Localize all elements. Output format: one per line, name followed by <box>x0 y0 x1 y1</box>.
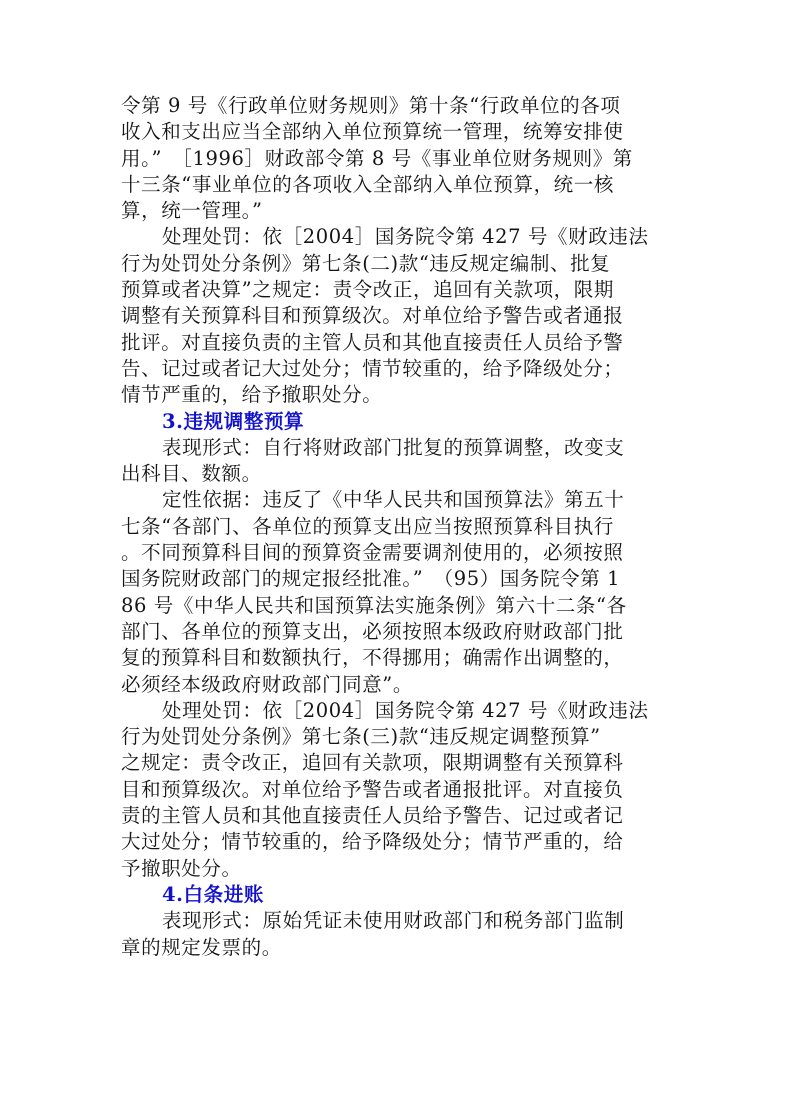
text-line: 定性依据：违反了《中华人民共和国预算法》第五十 <box>162 488 625 512</box>
text-line: 处理处罚：依［2004］国务院令第 427 号《财政违法 <box>162 698 649 722</box>
text-line: 之规定：责令改正，追回有关款项，限期调整有关预算科 <box>121 751 624 775</box>
text-line: 处理处罚：依［2004］国务院令第 427 号《财政违法 <box>162 225 649 249</box>
text-line: 86 号《中华人民共和国预算法实施条例》第六十二条“各 <box>121 593 627 617</box>
text-line: 责的主管人员和其他直接责任人员给予警告、记过或者记 <box>121 804 624 828</box>
section-heading: 3.违规调整预算 <box>162 409 305 433</box>
text-line: 告、记过或者记大过处分；情节较重的，给予降级处分； <box>121 356 624 380</box>
text-line: 予撤职处分。 <box>121 856 242 880</box>
text-line: 国务院财政部门的规定报经批准。” （95）国务院令第 1 <box>121 567 621 591</box>
text-line: 出科目、数额。 <box>121 462 262 486</box>
text-line: 预算或者决算”之规定：责令改正，追回有关款项，限期 <box>121 278 614 302</box>
text-line: 用。” ［1996］财政部令第 8 号《事业单位财务规则》第 <box>121 146 633 170</box>
text-line: 七条“各部门、各单位的预算支出应当按照预算科目执行 <box>121 514 614 538</box>
text-line: 表现形式：原始凭证未使用财政部门和税务部门监制 <box>162 909 625 933</box>
document-body <box>121 93 666 961</box>
text-line: 调整有关预算科目和预算级次。对单位给予警告或者通报 <box>121 304 624 328</box>
text-line: 必须经本级政府财政部门同意”。 <box>121 672 413 696</box>
text-line: 大过处分；情节较重的，给予降级处分；情节严重的，给 <box>121 830 624 854</box>
text-line: 行为处罚处分条例》第七条(三)款“违反规定调整预算” <box>121 725 601 749</box>
text-line: 目和预算级次。对单位给予警告或者通报批评。对直接负 <box>121 777 624 801</box>
text-line: 批评。对直接负责的主管人员和其他直接责任人员给予警 <box>121 330 624 354</box>
text-line: 十三条“事业单位的各项收入全部纳入单位预算，统一核 <box>121 172 614 196</box>
text-line: 表现形式：自行将财政部门批复的预算调整，改变支 <box>162 435 625 459</box>
section-heading: 4.白条进账 <box>162 882 264 906</box>
text-line: 章的规定发票的。 <box>121 935 282 959</box>
text-line: 情节严重的，给予撤职处分。 <box>121 383 383 407</box>
text-line: 部门、各单位的预算支出，必须按照本级政府财政部门批 <box>121 619 624 643</box>
text-line: 收入和支出应当全部纳入单位预算统一管理，统筹安排使 <box>121 120 624 144</box>
text-line: 令第 9 号《行政单位财务规则》第十条“行政单位的各项 <box>121 94 621 117</box>
text-line: 。不同预算科目间的预算资金需要调剂使用的，必须按照 <box>121 541 624 565</box>
text-line: 复的预算科目和数额执行，不得挪用；确需作出调整的， <box>121 646 624 670</box>
text-line: 行为处罚处分条例》第七条(二)款“违反规定编制、批复 <box>121 251 611 275</box>
text-line: 算，统一管理。” <box>121 199 263 223</box>
